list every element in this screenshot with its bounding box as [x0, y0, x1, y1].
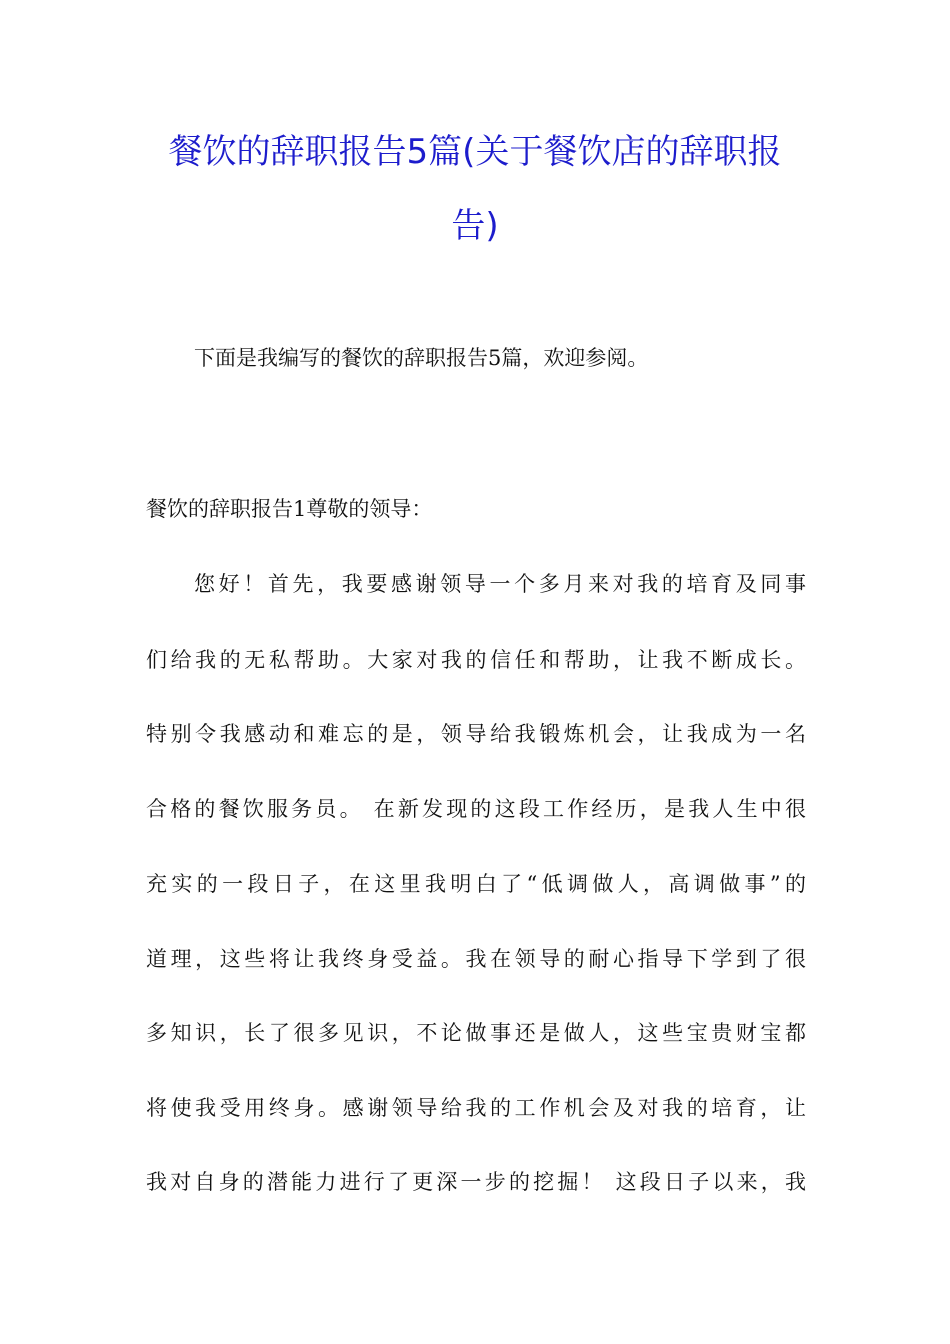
- body-line: 将使我受用终身。感谢领导给我的工作机会及对我的培育，让: [146, 1096, 806, 1120]
- section-heading: 餐饮的辞职报告1尊敬的领导：: [146, 497, 433, 521]
- body-line: 多知识，长了很多见识，不论做事还是做人，这些宝贵财宝都: [146, 1021, 806, 1045]
- body-line: 特别令我感动和难忘的是，领导给我锻炼机会，让我成为一名: [146, 722, 806, 746]
- intro-paragraph: 下面是我编写的餐饮的辞职报告5篇，欢迎参阅。: [194, 346, 649, 370]
- body-line: 们给我的无私帮助。大家对我的信任和帮助，让我不断成长。: [146, 648, 806, 672]
- body-line: 道理，这些将让我终身受益。我在领导的耐心指导下学到了很: [146, 947, 806, 971]
- body-line: 我对自身的潜能力进行了更深一步的挖掘！ 这段日子以来，我: [146, 1170, 806, 1194]
- document-title-line-2: 告): [451, 206, 499, 246]
- document-title-line-1: 餐饮的辞职报告5篇(关于餐饮店的辞职报: [168, 132, 782, 172]
- body-line: 您好！首先，我要感谢领导一个多月来对我的培育及同事: [194, 572, 806, 596]
- body-line: 充实的一段日子，在这里我明白了“低调做人，高调做事”的: [146, 872, 806, 896]
- body-line: 合格的餐饮服务员。 在新发现的这段工作经历，是我人生中很: [146, 797, 806, 821]
